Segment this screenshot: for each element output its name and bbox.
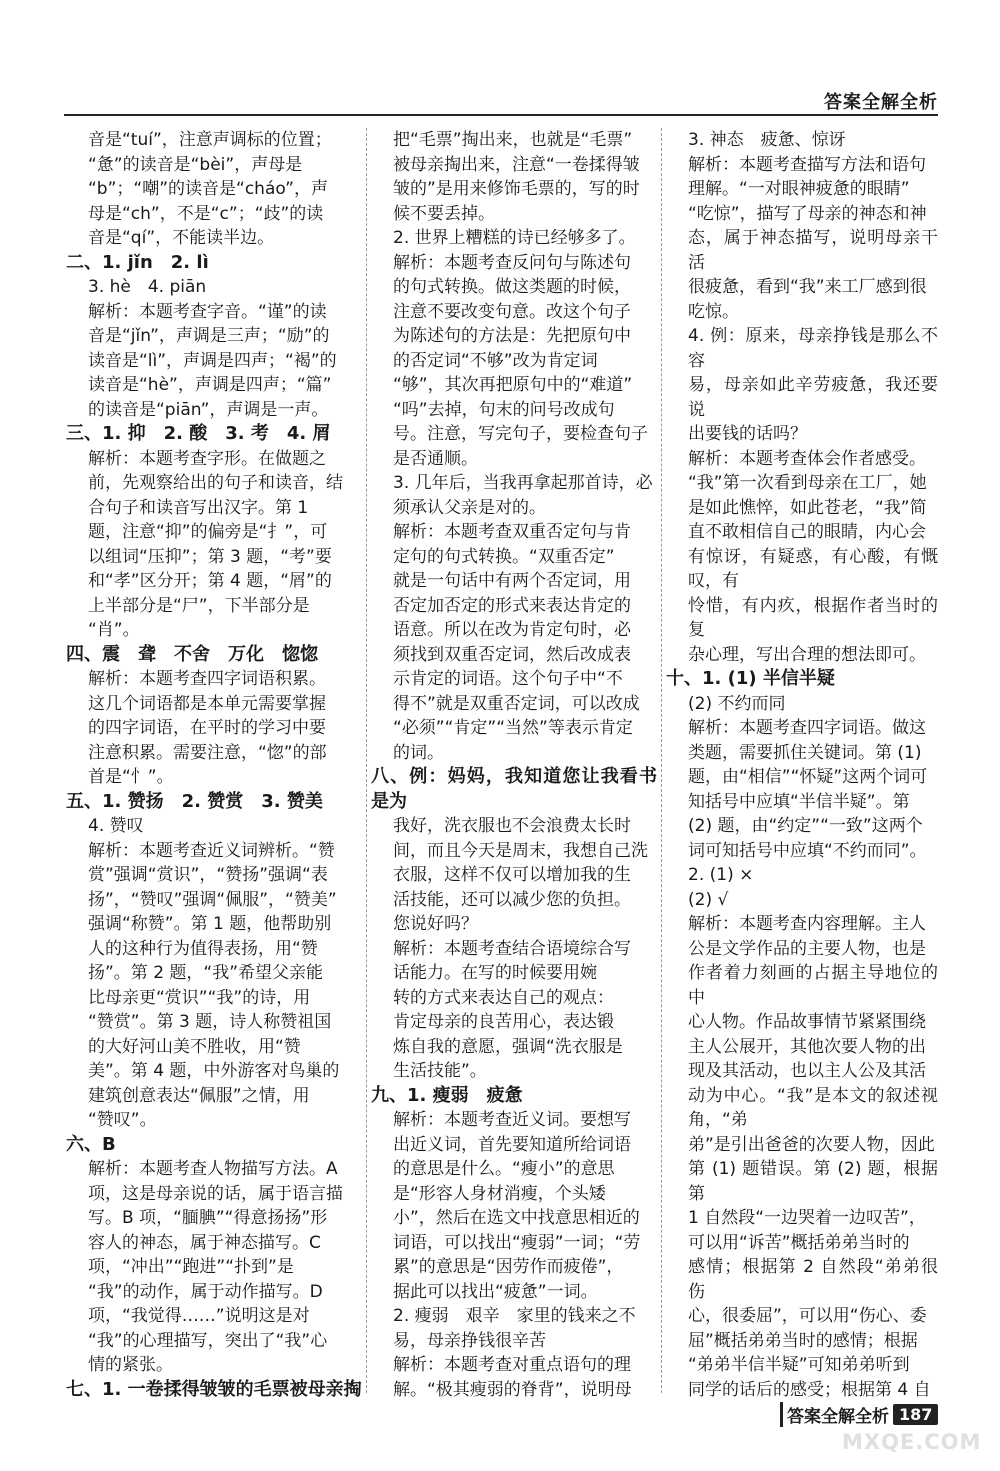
answer-text-line: 这几个词语都是本单元需要掌握	[88, 693, 326, 714]
watermark: MXQE.COM	[842, 1430, 982, 1454]
answer-text-line: 心人物。作品故事情节紧紧围绕	[688, 1012, 926, 1032]
answer-text-line: 写。B 项，“腼腆”“得意扬扬”形	[88, 1208, 328, 1228]
answer-text-line: 是如此憔悴，如此苍老，“我”简	[688, 497, 927, 518]
answer-text-line: 示肯定的词语。这个句子中“不	[393, 669, 623, 689]
answer-text-line: 公是文学作品的主要人物，也是	[688, 938, 926, 959]
answer-text-line: (2) √	[688, 889, 729, 910]
answer-text-line: 注意不要改变句意。改这个句子	[393, 301, 631, 322]
answer-text-line: 是“形容人身材消瘦，个头矮	[393, 1183, 606, 1204]
answer-text-line: 为陈述句的方法是：先把原句中	[393, 326, 631, 346]
answer-text-line: 现及其活动，也以主人公及其活	[688, 1061, 926, 1081]
answer-text-line: 扬”，“赞叹”强调“佩服”，“赞美”	[88, 889, 337, 910]
answer-text-line: 出要钱的话吗？	[688, 424, 807, 444]
answer-section-line: 六、B	[66, 1133, 116, 1155]
column-right	[666, 128, 938, 1398]
answer-text-line: 可以用“诉苦”概括弟弟当时的	[688, 1232, 910, 1253]
answer-text-line: “我”的动作，属于动作描写。D	[88, 1281, 323, 1302]
answer-text-line: 项，“我觉得……”说明这是对	[88, 1306, 310, 1326]
answer-text-line: 3. hè 4. piān	[88, 277, 207, 297]
answer-text-line: 解析：本题考查结合语境综合写	[393, 938, 631, 959]
answer-text-line: 动为中心。“我”是本文的叙述视角，“弟	[688, 1085, 938, 1130]
answer-text-line: 据此可以找出“疲惫”一词。	[393, 1281, 598, 1302]
answer-text-line: 解析：本题考查体会作者感受。	[688, 448, 926, 469]
answer-text-line: 心，很委屈”，可以用“伤心、委	[688, 1306, 927, 1326]
answer-text-line: “吗”去掉，句末的问号改成句	[393, 399, 615, 420]
answer-text-line: 4. 例：原来，母亲挣钱是那么不容	[688, 326, 938, 371]
answer-text-line: (2) 不约而同	[688, 693, 786, 714]
answer-text-line: 扬”。第 2 题，“我”希望父亲能	[88, 963, 324, 983]
answer-text-line: 有惊讶，有疑惑，有心酸，有慨叹，有	[688, 546, 938, 591]
answer-text-line: 易，母亲挣钱很辛苦	[393, 1330, 546, 1351]
answer-text-line: 母是“ch”，不是“c”；“歧”的读	[88, 203, 324, 224]
answer-text-line: 号。注意，写完句子，要检查句子	[393, 424, 648, 444]
answer-text-line: 须找到双重否定词，然后改成表	[393, 644, 631, 665]
answer-text-line: 词语，可以找出“瘦弱”一词；“劳	[393, 1232, 641, 1253]
answer-text-line: 音是“tuí”，注意声调标的位置；	[88, 130, 332, 150]
answer-text-line: 的否定词“不够”改为肯定词	[393, 350, 598, 371]
answer-text-line: 词可知括号中应填“不约而同”。	[688, 840, 927, 861]
column-left	[66, 128, 362, 1398]
header-rule	[64, 114, 938, 116]
answer-text-line: 音是“jǐn”，声调是三声；“励”的	[88, 326, 330, 346]
answer-text-line: 我好，洗衣服也不会浪费太长时	[393, 816, 631, 836]
answer-text-line: 主人公展开，其他次要人物的出	[688, 1036, 926, 1057]
answer-text-line: “赞赏”。第 3 题，诗人称赞祖国	[88, 1012, 332, 1032]
answer-text-line: “够”，其次再把原句中的“难道”	[393, 375, 633, 395]
answer-text-line: 3. 神态 疲惫、惊讶	[688, 130, 846, 150]
answer-text-line: 的词。	[393, 742, 444, 763]
answer-text-line: 1 自然段“一边哭着一边叹苦”，	[688, 1208, 926, 1228]
answer-text-line: 解析：本题考查四字词语。做这	[688, 718, 926, 738]
answer-text-line: 定句的句式转换。“双重否定”	[393, 546, 615, 567]
answer-section-line: 七、1. 一卷揉得皱皱的毛票被母亲掏	[66, 1378, 362, 1398]
answer-section-line: 二、1. jǐn 2. lì	[66, 251, 209, 273]
answer-text-line: 候不要丢掉。	[393, 203, 495, 224]
answer-text-line: 和“孝”区分开；第 4 题，“屑”的	[88, 571, 332, 591]
answer-text-line: 2. 瘦弱 艰辛 家里的钱来之不	[393, 1306, 636, 1326]
answer-text-line: 项，这是母亲说的话，属于语言描	[88, 1183, 343, 1204]
answer-text-line: 建筑创意表达“佩服”之情，用	[88, 1085, 310, 1106]
answer-text-line: 解析：本题考查近义词辨析。“赞	[88, 840, 335, 861]
answer-text-line: 注意积累。需要注意，“惚”的部	[88, 742, 327, 763]
answer-text-line: 题，由“相信”“怀疑”这两个词可	[688, 767, 928, 787]
answer-text-line: 话能力。在写的时候要用婉	[393, 963, 597, 983]
answer-text-line: 赏”强调“赏识”，“赞扬”强调“表	[88, 865, 328, 885]
answer-text-line: 很疲惫，看到“我”来工厂感到很	[688, 277, 927, 297]
answer-text-line: 人的这种行为值得表扬，用“赞	[88, 938, 318, 959]
answer-text-line: 转的方式来表达自己的观点：	[393, 987, 614, 1008]
answer-text-line: 炼自我的意愿，强调“洗衣服是	[393, 1036, 623, 1057]
answer-text-line: 读音是“lì”，声调是四声；“褐”的	[88, 350, 337, 371]
answer-text-line: “肖”。	[88, 620, 140, 640]
answer-section-line: 八、例：妈妈，我知道您让我看书是为	[371, 766, 657, 812]
answer-text-line: 容人的神态，属于神态描写。C	[88, 1232, 321, 1253]
footer-title: 答案全解全析	[780, 1402, 889, 1427]
answer-text-line: 首是“忄”。	[88, 767, 174, 787]
answer-text-line: (2) 题，由“约定”“一致”这两个	[688, 816, 923, 836]
answer-text-line: “惫”的读音是“bèi”，声母是	[88, 154, 303, 175]
answer-text-line: 直不敢相信自己的眼睛，内心会	[688, 522, 926, 542]
answer-text-line: 项，“冲出”“跑进”“扑到”是	[88, 1257, 294, 1277]
answer-text-line: 理解。“一对眼神疲惫的眼睛”	[688, 179, 910, 199]
answer-text-line: 吃惊。	[688, 301, 739, 322]
column-divider	[661, 128, 662, 1393]
answer-text-line: 作者着力刻画的占据主导地位的中	[688, 963, 938, 1008]
answer-text-line: 解析：本题考查四字词语积累。	[88, 669, 326, 689]
answer-text-line: 3. 几年后，当我再拿起那首诗，必	[393, 473, 653, 493]
page-header-title: 答案全解全析	[824, 92, 938, 113]
answer-text-line: 解析：本题考查人物描写方法。A	[88, 1159, 338, 1179]
answer-text-line: “必须”“肯定”“当然”等表示肯定	[393, 718, 633, 738]
answer-text-line: 强调“称赞”。第 1 题，他帮助别	[88, 914, 332, 934]
answer-text-line: 否定加否定的形式来表达肯定的	[393, 595, 631, 616]
answer-text-line: 第 (1) 题错误。第 (2) 题，根据第	[688, 1159, 938, 1204]
answer-text-line: 解析：本题考查反问句与陈述句	[393, 252, 631, 273]
answer-text-line: 2. (1) ×	[688, 865, 754, 885]
column-divider	[366, 128, 367, 1393]
answer-text-line: 题，注意“抑”的偏旁是“扌”，可	[88, 522, 328, 542]
answer-text-line: 弟”是引出爸爸的次要人物，因此	[688, 1134, 935, 1155]
answer-text-line: 解析：本题考查近义词。要想写	[393, 1110, 631, 1130]
answer-section-line: 九、1. 瘦弱 疲惫	[371, 1084, 523, 1106]
answer-text-line: “b”；“嘲”的读音是“cháo”，声	[88, 179, 328, 199]
answer-text-line: 屈”概括弟弟当时的感情；根据	[688, 1330, 918, 1351]
answer-text-line: 须承认父亲是对的。	[393, 497, 546, 518]
answer-text-line: 的大好河山美不胜收，用“赞	[88, 1036, 301, 1057]
answer-text-line: 小”，然后在选文中找意思相近的	[393, 1208, 640, 1228]
answer-text-line: 就是一句话中有两个否定词，用	[393, 571, 631, 591]
answer-text-line: 解析：本题考查字音。“谨”的读	[88, 301, 327, 322]
answer-text-line: 读音是“hè”，声调是四声；“篇”	[88, 375, 332, 395]
answer-section-line: 五、1. 赞扬 2. 赞赏 3. 赞美	[66, 790, 323, 812]
answer-text-line: 2. 世界上糟糕的诗已经够多了。	[393, 228, 636, 248]
answer-text-line: 把“毛票”掏出来，也就是“毛票”	[393, 130, 633, 150]
answer-text-line: 类题，需要抓住关键词。第 (1)	[688, 742, 922, 763]
answer-text-line: 解析：本题考查描写方法和语句	[688, 154, 926, 175]
answer-text-line: 的句式转换。做这类题的时候，	[393, 277, 631, 297]
answer-text-line: “我”第一次看到母亲在工厂，她	[688, 473, 927, 493]
answer-text-line: 解。“极其瘦弱的脊背”，说明母	[393, 1379, 632, 1398]
answer-text-line: 态，属于神态描写，说明母亲干活	[688, 228, 938, 273]
answer-text-line: 皱的”是用来修饰毛票的，写的时	[393, 179, 640, 199]
answer-text-line: 知括号中应填“半信半疑”。第	[688, 791, 910, 812]
answer-text-line: 肯定母亲的良苦用心，表达锻	[393, 1012, 614, 1032]
answer-text-line: 得不”就是双重否定词，可以改成	[393, 693, 640, 714]
answer-text-line: 4. 赞叹	[88, 816, 144, 836]
answer-section-line: 四、震 聋 不舍 万化 惚惚	[66, 643, 318, 665]
answer-text-line: “赞叹”。	[88, 1110, 157, 1130]
answer-text-line: 的意思是什么。“瘦小”的意思	[393, 1159, 615, 1179]
answer-text-line: 活技能，还可以减少您的负担。	[393, 889, 631, 910]
answer-text-line: 音是“qí”，不能读半边。	[88, 228, 275, 248]
page-number: 187	[893, 1404, 938, 1425]
answer-text-line: 衣服，这样不仅可以增加我的生	[393, 865, 631, 885]
answer-text-line: 解析：本题考查字形。在做题之	[88, 448, 326, 469]
answer-section-line: 三、1. 抑 2. 酸 3. 考 4. 屑	[66, 423, 331, 444]
answer-text-line: 语意。所以在改为肯定句时，必	[393, 620, 631, 640]
answer-text-line: 前，先观察给出的句子和读音，结	[88, 473, 343, 493]
answer-text-line: 解析：本题考查双重否定句与肯	[393, 522, 631, 542]
answer-text-line: 您说好吗？	[393, 914, 478, 934]
answer-text-line: 间，而且今天是周末，我想自己洗	[393, 840, 648, 861]
answer-text-line: 解析：本题考查对重点语句的理	[393, 1355, 631, 1375]
answer-text-line: “我”的心理描写，突出了“我”心	[88, 1330, 328, 1351]
page-footer	[780, 1400, 938, 1428]
answer-text-line: 生活技能”。	[393, 1061, 487, 1081]
answer-text-line: 的四字词语，在平时的学习中要	[88, 718, 326, 738]
answer-text-line: 上半部分是“尸”，下半部分是	[88, 595, 310, 616]
answer-section-line: 十、1. (1) 半信半疑	[666, 668, 835, 689]
answer-text-line: 被母亲掏出来，注意“一卷揉得皱	[393, 154, 640, 175]
answer-text-line: 累”的意思是“因劳作而疲倦”，	[393, 1257, 624, 1277]
answer-text-line: 解析：本题考查内容理解。主人	[688, 914, 926, 934]
answer-text-line: 感情；根据第 2 自然段“弟弟很伤	[688, 1257, 938, 1302]
answer-text-line: 易，母亲如此辛劳疲惫，我还要说	[688, 375, 938, 420]
answer-text-line: 比母亲更“赏识”“我”的诗，用	[88, 987, 311, 1008]
answer-text-line: 以组词“压抑”；第 3 题，“考”要	[88, 546, 332, 567]
answer-text-line: 的读音是“piān”，声调是一声。	[88, 399, 329, 420]
answer-text-line: “弟弟半信半疑”可知弟弟听到	[688, 1355, 910, 1375]
answer-text-line: 是否通顺。	[393, 448, 478, 469]
column-middle	[371, 128, 657, 1398]
answer-text-line: 美”。第 4 题，中外游客对鸟巢的	[88, 1061, 340, 1081]
answer-text-line: 同学的话后的感受；根据第 4 自	[688, 1379, 931, 1398]
answer-text-line: 出近义词，首先要知道所给词语	[393, 1134, 631, 1155]
answer-text-line: 情的紧张。	[88, 1355, 173, 1375]
answer-text-line: 怜惜，有内疚，根据作者当时的复	[688, 595, 938, 640]
answer-text-line: 合句子和读音写出汉字。第 1	[88, 497, 309, 518]
answer-text-line: 杂心理，写出合理的想法即可。	[688, 644, 926, 665]
answer-text-line: “吃惊”，描写了母亲的神态和神	[688, 203, 927, 224]
